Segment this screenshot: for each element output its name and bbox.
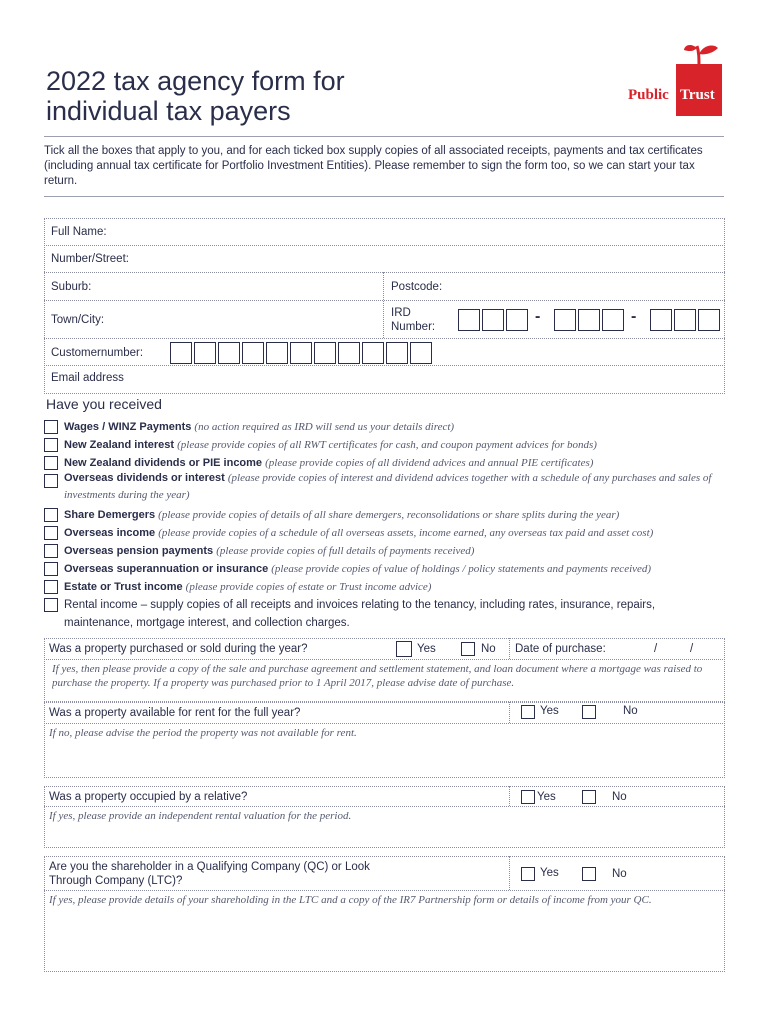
q2-no-label: No: [623, 705, 638, 717]
item-wages: Wages / WINZ Payments (no action required as IRD will send us your details direct): [64, 421, 455, 433]
full-name-label: Full Name:: [51, 226, 107, 238]
checkbox-nz-dividends[interactable]: [44, 456, 58, 470]
q4-question-line-1: Are you the shareholder in a Qualifying Company (QC) or Look: [49, 861, 370, 873]
received-heading: Have you received: [46, 396, 162, 412]
q3-yes-checkbox[interactable]: [521, 790, 535, 804]
row-divider: [44, 300, 725, 301]
customer-digit-box[interactable]: [290, 342, 312, 364]
q1-no-label: No: [481, 643, 496, 655]
customer-digit-box[interactable]: [386, 342, 408, 364]
customer-digit-box[interactable]: [314, 342, 336, 364]
ird-digit-box[interactable]: [506, 309, 528, 331]
ird-separator: -: [631, 308, 637, 325]
customer-number-label: Customernumber:: [51, 347, 144, 359]
number-street-label: Number/Street:: [51, 253, 129, 265]
row-divider: [44, 272, 725, 273]
q1-no-checkbox[interactable]: [461, 642, 475, 656]
number-street-field[interactable]: [150, 249, 720, 269]
row-divider: [44, 890, 725, 891]
customer-digit-box[interactable]: [338, 342, 360, 364]
checkbox-share-demergers[interactable]: [44, 508, 58, 522]
suburb-field[interactable]: [110, 276, 380, 296]
town-city-label: Town/City:: [51, 314, 105, 326]
ird-label-line-2: Number:: [391, 321, 436, 333]
row-divider: [44, 806, 725, 807]
customer-digit-box[interactable]: [410, 342, 432, 364]
q3-yes-label: Yes: [537, 791, 556, 803]
item-share-demergers: Share Demergers (please provide copies of details of all share demergers, reconsolidations or share splits during the year): [64, 509, 620, 521]
item-nz-interest: New Zealand interest (please provide copies of all RWT certificates for cash, and coupon payment advices for bonds): [64, 439, 597, 451]
page-title: [46, 66, 345, 126]
title-line-1: 2022 tax agency form for: [46, 66, 345, 96]
ird-digit-box[interactable]: [602, 309, 624, 331]
q2-yes-label: Yes: [540, 705, 559, 717]
postcode-label: Postcode:: [391, 281, 443, 293]
column-divider: [509, 856, 510, 890]
checkbox-overseas-dividends[interactable]: [44, 474, 58, 488]
intro-text: Tick all the boxes that apply to you, and for each ticked box supply copies of all associated receipts, payments and tax certificates (including annual tax certificate for Portfolio Investment Entities). Please remember to sign the form too, so we can start your tax return.: [44, 145, 703, 187]
header-divider: [44, 136, 724, 137]
customer-digit-box[interactable]: [362, 342, 384, 364]
customer-digit-box[interactable]: [266, 342, 288, 364]
q4-note: If yes, please provide details of your shareholding in the LTC and a copy of the IR7 Partnership form or details of income from your QC.: [49, 894, 652, 906]
q1-question: Was a property purchased or sold during the year?: [49, 643, 308, 655]
column-divider: [509, 702, 510, 723]
q1-date-label: Date of purchase:: [515, 643, 606, 655]
row-divider: [44, 723, 725, 724]
item-overseas-superannuation: Overseas superannuation or insurance (please provide copies of value of holdings / policy statements and payments received): [64, 563, 652, 575]
q2-yes-checkbox[interactable]: [521, 705, 535, 719]
logo-trust-text: Trust: [680, 87, 715, 103]
q3-question: Was a property occupied by a relative?: [49, 791, 248, 803]
ird-digit-box[interactable]: [554, 309, 576, 331]
ird-label-line-1: IRD: [391, 307, 411, 319]
q4-no-label: No: [612, 868, 627, 880]
checkbox-wages[interactable]: [44, 420, 58, 434]
row-divider: [44, 338, 725, 339]
ird-digit-box[interactable]: [482, 309, 504, 331]
q4-yes-checkbox[interactable]: [521, 867, 535, 881]
checkbox-estate-trust[interactable]: [44, 580, 58, 594]
row-divider: [44, 659, 725, 660]
town-city-field[interactable]: [120, 308, 380, 332]
customer-digit-box[interactable]: [218, 342, 240, 364]
item-rental-income: Rental income – supply copies of all receipts and invoices relating to the tenancy, including rates, insurance, repairs, maintenance, mortgage interest, and collection charges.: [64, 599, 656, 629]
q2-no-checkbox[interactable]: [582, 705, 596, 719]
q2-note: If no, please advise the period the property was not available for rent.: [49, 727, 357, 739]
row-divider: [44, 365, 725, 366]
item-overseas-pension: Overseas pension payments (please provide copies of full details of payments received): [64, 545, 475, 557]
q3-no-label: No: [612, 791, 627, 803]
suburb-label: Suburb:: [51, 281, 92, 293]
q1-yes-label: Yes: [417, 643, 436, 655]
q4-no-checkbox[interactable]: [582, 867, 596, 881]
ird-label: [391, 306, 435, 334]
checkbox-overseas-pension[interactable]: [44, 544, 58, 558]
ird-digit-box[interactable]: [698, 309, 720, 331]
q3-no-checkbox[interactable]: [582, 790, 596, 804]
q1-yes-checkbox[interactable]: [396, 641, 412, 657]
checkbox-overseas-income[interactable]: [44, 526, 58, 540]
q1-note: If yes, then please provide a copy of the sale and purchase agreement and settlement statement, and loan document where a mortgage was raised to purchase the property. If a property was purchased prior to 1 April 2017, please advise date of purchase.: [52, 663, 703, 689]
ird-digit-box[interactable]: [674, 309, 696, 331]
q4-yes-label: Yes: [540, 867, 559, 879]
column-divider: [509, 786, 510, 806]
postcode-field[interactable]: [455, 276, 720, 296]
q4-question: [49, 860, 370, 888]
date-separator: /: [654, 643, 658, 655]
email-label: Email address: [51, 372, 124, 384]
ird-digit-box[interactable]: [578, 309, 600, 331]
item-nz-dividends: New Zealand dividends or PIE income (please provide copies of all dividend advices and annual PIE certificates): [64, 457, 594, 469]
item-overseas-income: Overseas income (please provide copies of a schedule of all overseas assets, income earned, any overseas tax paid and asset cost): [64, 527, 654, 539]
intro-divider: [44, 196, 724, 197]
title-line-2: individual tax payers: [46, 96, 291, 126]
q2-question: Was a property available for rent for the full year?: [49, 707, 301, 719]
logo-public-text: Public: [628, 87, 669, 103]
customer-digit-box[interactable]: [242, 342, 264, 364]
ird-separator: -: [535, 308, 541, 325]
customer-digit-box[interactable]: [194, 342, 216, 364]
column-divider: [383, 272, 384, 338]
email-field[interactable]: [140, 369, 720, 389]
date-separator: /: [690, 643, 694, 655]
column-divider: [509, 638, 510, 659]
ird-digit-box[interactable]: [458, 309, 480, 331]
row-divider: [44, 245, 725, 246]
ird-digit-box[interactable]: [650, 309, 672, 331]
item-estate-trust: Estate or Trust income (please provide copies of estate or Trust income advice): [64, 581, 432, 593]
checkbox-nz-interest[interactable]: [44, 438, 58, 452]
full-name-field[interactable]: [150, 222, 720, 242]
customer-digit-box[interactable]: [170, 342, 192, 364]
checkbox-rental-income[interactable]: [44, 598, 58, 612]
q4-question-line-2: Through Company (LTC)?: [49, 875, 183, 887]
q3-note: If yes, please provide an independent rental valuation for the period.: [49, 810, 352, 822]
item-overseas-dividends: Overseas dividends or interest (please provide copies of interest and dividend advices together with a schedule of any purchases and sales of investments during the year): [64, 472, 712, 501]
checkbox-overseas-superannuation[interactable]: [44, 562, 58, 576]
